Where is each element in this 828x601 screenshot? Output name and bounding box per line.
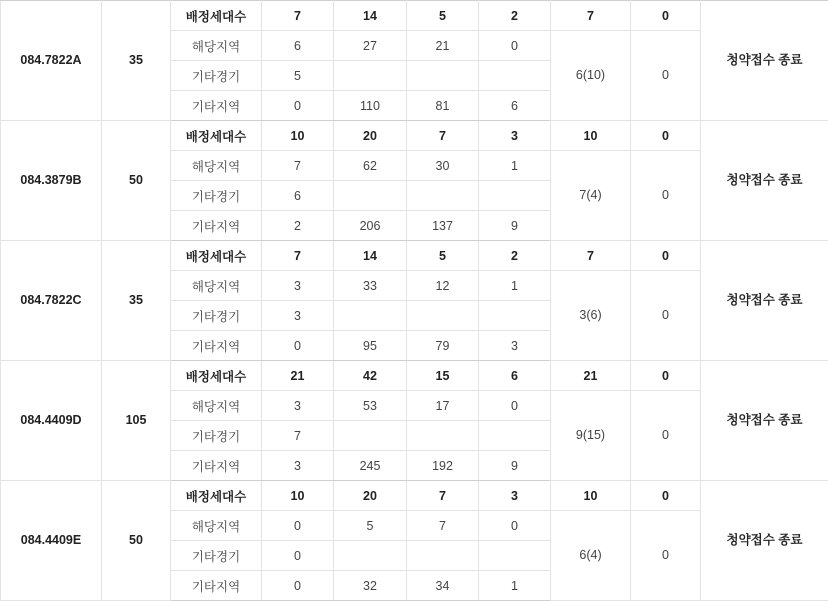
cell-allocation-5: 7 [551,241,631,271]
cell-local-4: 1 [479,151,551,181]
housing-type-cell: 084.7822C [1,241,102,361]
cell-allocation-1: 10 [262,121,334,151]
cell-local-3: 7 [407,511,479,541]
cell-local-2: 5 [334,511,407,541]
cell-local-3: 12 [407,271,479,301]
cell-allocation-5: 10 [551,481,631,511]
cell-local-2: 33 [334,271,407,301]
cell-gyeonggi-4 [479,421,551,451]
cell-local-4: 0 [479,391,551,421]
cell-local-4: 0 [479,31,551,61]
cell-gyeonggi-1: 6 [262,181,334,211]
cell-allocation-3: 7 [407,121,479,151]
cell-allocation-5: 10 [551,121,631,151]
row-label-other: 기타지역 [171,571,262,601]
row-label-other: 기타지역 [171,91,262,121]
row-label-gyeonggi: 기타경기 [171,301,262,331]
cell-gyeonggi-4 [479,541,551,571]
cell-other-4: 1 [479,571,551,601]
status-cell: 청약접수 종료 [701,241,828,361]
cell-other-3: 79 [407,331,479,361]
cell-local-4: 0 [479,511,551,541]
cell-merged-col5: 6(10) [551,31,631,121]
cell-allocation-6: 0 [631,241,701,271]
cell-allocation-6: 0 [631,1,701,31]
cell-allocation-3: 15 [407,361,479,391]
cell-merged-col6: 0 [631,391,701,481]
row-label-gyeonggi: 기타경기 [171,61,262,91]
cell-other-1: 2 [262,211,334,241]
cell-allocation-1: 7 [262,1,334,31]
cell-gyeonggi-1: 7 [262,421,334,451]
row-label-local: 해당지역 [171,31,262,61]
cell-gyeonggi-3 [407,61,479,91]
cell-gyeonggi-3 [407,181,479,211]
cell-local-3: 21 [407,31,479,61]
row-label-gyeonggi: 기타경기 [171,181,262,211]
status-cell: 청약접수 종료 [701,361,828,481]
cell-local-1: 0 [262,511,334,541]
cell-allocation-4: 3 [479,121,551,151]
cell-merged-col5: 7(4) [551,151,631,241]
cell-gyeonggi-4 [479,301,551,331]
cell-local-4: 1 [479,271,551,301]
cell-allocation-3: 5 [407,1,479,31]
cell-gyeonggi-3 [407,421,479,451]
cell-merged-col6: 0 [631,151,701,241]
table-row [1,361,828,391]
row-label-allocation: 배정세대수 [171,241,262,271]
row-label-allocation: 배정세대수 [171,481,262,511]
cell-allocation-6: 0 [631,121,701,151]
cell-gyeonggi-2 [334,541,407,571]
row-label-gyeonggi: 기타경기 [171,421,262,451]
cell-allocation-4: 3 [479,481,551,511]
supply-count-cell: 50 [102,481,171,601]
supply-count-cell: 35 [102,241,171,361]
row-label-gyeonggi: 기타경기 [171,541,262,571]
cell-allocation-6: 0 [631,481,701,511]
cell-allocation-5: 7 [551,1,631,31]
cell-other-3: 34 [407,571,479,601]
cell-allocation-4: 2 [479,241,551,271]
cell-gyeonggi-3 [407,541,479,571]
cell-other-2: 95 [334,331,407,361]
cell-gyeonggi-1: 5 [262,61,334,91]
cell-allocation-2: 14 [334,241,407,271]
cell-local-1: 7 [262,151,334,181]
status-cell: 청약접수 종료 [701,121,828,241]
status-cell: 청약접수 종료 [701,481,828,601]
table-row [1,481,828,511]
cell-allocation-4: 2 [479,1,551,31]
cell-gyeonggi-4 [479,61,551,91]
cell-other-2: 110 [334,91,407,121]
cell-allocation-1: 7 [262,241,334,271]
row-label-local: 해당지역 [171,391,262,421]
cell-other-1: 0 [262,571,334,601]
row-label-local: 해당지역 [171,271,262,301]
cell-other-3: 137 [407,211,479,241]
cell-merged-col5: 3(6) [551,271,631,361]
row-label-allocation: 배정세대수 [171,1,262,31]
housing-type-cell: 084.4409D [1,361,102,481]
housing-type-cell: 084.4409E [1,481,102,601]
cell-other-4: 3 [479,331,551,361]
supply-count-cell: 105 [102,361,171,481]
cell-local-2: 62 [334,151,407,181]
cell-gyeonggi-2 [334,301,407,331]
cell-allocation-1: 21 [262,361,334,391]
supply-count-cell: 50 [102,121,171,241]
table-row [1,1,828,31]
housing-type-cell: 084.3879B [1,121,102,241]
cell-other-3: 192 [407,451,479,481]
row-label-allocation: 배정세대수 [171,361,262,391]
cell-local-2: 27 [334,31,407,61]
cell-allocation-3: 5 [407,241,479,271]
cell-other-2: 32 [334,571,407,601]
cell-allocation-4: 6 [479,361,551,391]
cell-gyeonggi-2 [334,421,407,451]
cell-other-2: 245 [334,451,407,481]
row-label-local: 해당지역 [171,511,262,541]
cell-allocation-5: 21 [551,361,631,391]
cell-local-1: 6 [262,31,334,61]
cell-allocation-2: 14 [334,1,407,31]
supply-count-cell: 35 [102,1,171,121]
cell-allocation-2: 42 [334,361,407,391]
cell-merged-col6: 0 [631,31,701,121]
cell-allocation-2: 20 [334,481,407,511]
row-label-other: 기타지역 [171,331,262,361]
cell-other-1: 0 [262,91,334,121]
cell-local-2: 53 [334,391,407,421]
cell-other-4: 6 [479,91,551,121]
cell-gyeonggi-3 [407,301,479,331]
cell-other-4: 9 [479,211,551,241]
cell-merged-col5: 9(15) [551,391,631,481]
cell-gyeonggi-2 [334,181,407,211]
cell-local-3: 17 [407,391,479,421]
cell-allocation-2: 20 [334,121,407,151]
cell-allocation-6: 0 [631,361,701,391]
cell-merged-col6: 0 [631,511,701,601]
cell-local-1: 3 [262,271,334,301]
cell-other-3: 81 [407,91,479,121]
cell-other-1: 0 [262,331,334,361]
cell-gyeonggi-1: 3 [262,301,334,331]
cell-local-3: 30 [407,151,479,181]
cell-other-2: 206 [334,211,407,241]
cell-other-4: 9 [479,451,551,481]
cell-merged-col6: 0 [631,271,701,361]
row-label-local: 해당지역 [171,151,262,181]
cell-gyeonggi-2 [334,61,407,91]
cell-merged-col5: 6(4) [551,511,631,601]
table-row [1,241,828,271]
cell-gyeonggi-4 [479,181,551,211]
cell-gyeonggi-1: 0 [262,541,334,571]
cell-local-1: 3 [262,391,334,421]
cell-allocation-1: 10 [262,481,334,511]
row-label-allocation: 배정세대수 [171,121,262,151]
table-row [1,121,828,151]
housing-type-cell: 084.7822A [1,1,102,121]
cell-allocation-3: 7 [407,481,479,511]
row-label-other: 기타지역 [171,211,262,241]
row-label-other: 기타지역 [171,451,262,481]
cell-other-1: 3 [262,451,334,481]
status-cell: 청약접수 종료 [701,1,828,121]
